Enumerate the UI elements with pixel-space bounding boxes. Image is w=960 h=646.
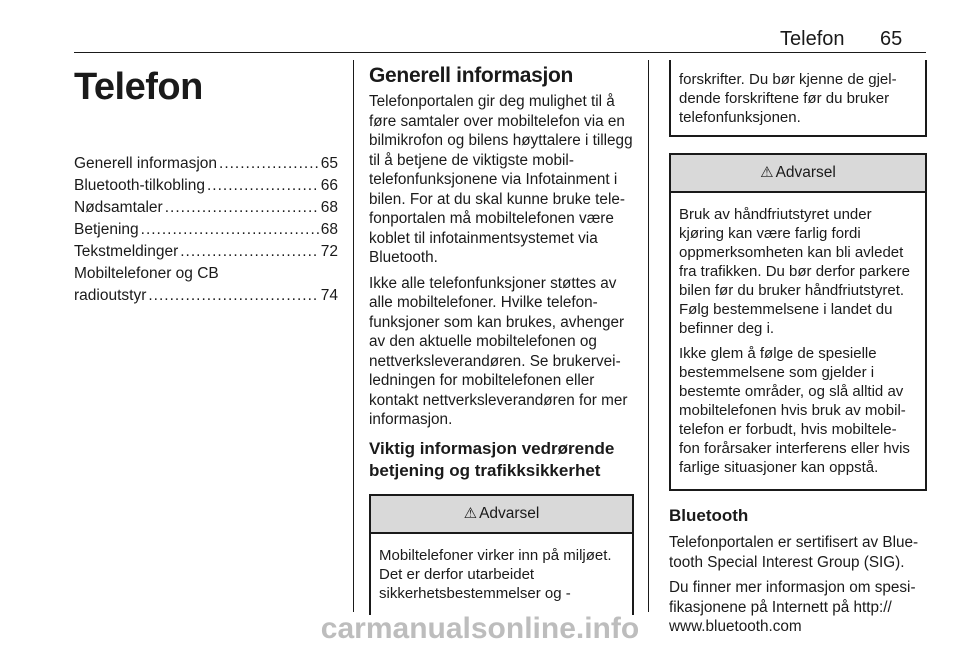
content-column-right: [669, 60, 927, 643]
warning-text: forskrifter. Du bør kjenne de gjel-dende forskriftene før du bruker telefonfunksjonen.: [679, 71, 897, 126]
warning-triangle-icon: ⚠: [463, 504, 478, 522]
page-number: 65: [880, 28, 903, 50]
toc-entry[interactable]: Generell informasjon ..... 65: [74, 153, 338, 175]
warning-box: [369, 494, 634, 615]
warning-triangle-icon: ⚠: [760, 164, 774, 181]
column-divider: [648, 60, 649, 612]
warning-header: ⚠ Advarsel: [671, 155, 925, 193]
warning-text: Bruk av håndfriutstyret under kjøring kan være farlig fordi oppmerksomheten kan bli avledet fra trafikken. Du bør derfor parkere bilen før du bruker håndfriutstyret. Følg bestemmelsene i landet du befinner deg i.: [679, 206, 910, 337]
warning-text: Mobiltelefoner virker inn på miljøet. Det er derfor utarbeidet sikkerhetsbestemmelser og -: [379, 546, 612, 602]
body-paragraph: Telefonportalen gir deg mulighet til å føre samtaler over mobiltelefon via en bilmikrofon og bilens høyttalere i tillegg til å betjene de viktigste mobil-telefonfunksjonene via Infotainment i bilen. For at du skal kunne bruke tele-fonportalen må mobiltelefonen være koblet til infotainmentsystemet via Bluetooth.: [369, 93, 633, 266]
body-paragraph: Ikke alle telefonfunksjoner støttes av alle mobiltelefoner. Hvilke telefon-funksjoner som kan brukes, avhenger av den aktuelle mobiltelefonen og nettverksleverandøren. Se brukervei-ledningen for mobiltelefonen eller kontakt nettverksleverandøren for mer informasjon.: [369, 274, 628, 428]
section-heading: Generell informasjon: [369, 64, 574, 87]
toc-entry[interactable]: Tekstmeldinger ..... 72: [74, 241, 338, 263]
toc-entry[interactable]: Bluetooth-tilkobling ..... 66: [74, 175, 338, 197]
toc-list: [74, 153, 338, 307]
warning-header: ⚠ Advarsel: [371, 496, 632, 534]
header-rule: [74, 52, 926, 53]
toc-entry[interactable]: Nødsamtaler ..... 68: [74, 197, 338, 219]
content-column-middle: [369, 60, 634, 615]
watermark-text: carmanualsonline.info: [320, 612, 640, 645]
body-paragraph: Du finner mer informasjon om spesi-fikasjonene på Internett på http:// www.bluetooth.com: [669, 579, 916, 635]
section-heading-bluetooth: Bluetooth: [669, 506, 749, 525]
running-header-title: Telefon: [780, 28, 845, 50]
warning-box: [669, 153, 927, 491]
warning-text: Ikke glem å følge de spesielle bestemmelsene som gjelder i bestemte områder, og slå alltid av mobiltelefonen hvis bruk av mobil-telefon er forbudt, hvis mobiltele-fon forårsaker interferens eller hvis farlige situasjoner kan oppstå.: [679, 345, 910, 476]
column-divider: [353, 60, 354, 612]
toc-entry[interactable]: Betjening ..... 68: [74, 219, 338, 241]
toc-entry[interactable]: Mobiltelefoner og CB radioutstyr ..... 74: [74, 263, 338, 307]
subsection-heading: Viktig informasjon vedrørende betjening og trafikksikkerhet: [369, 438, 615, 480]
warning-box-continuation: [669, 60, 927, 137]
toc-column: [74, 60, 338, 307]
chapter-title: Telefon: [74, 66, 203, 108]
body-paragraph: Telefonportalen er sertifisert av Blue-tooth Special Interest Group (SIG).: [669, 534, 919, 571]
